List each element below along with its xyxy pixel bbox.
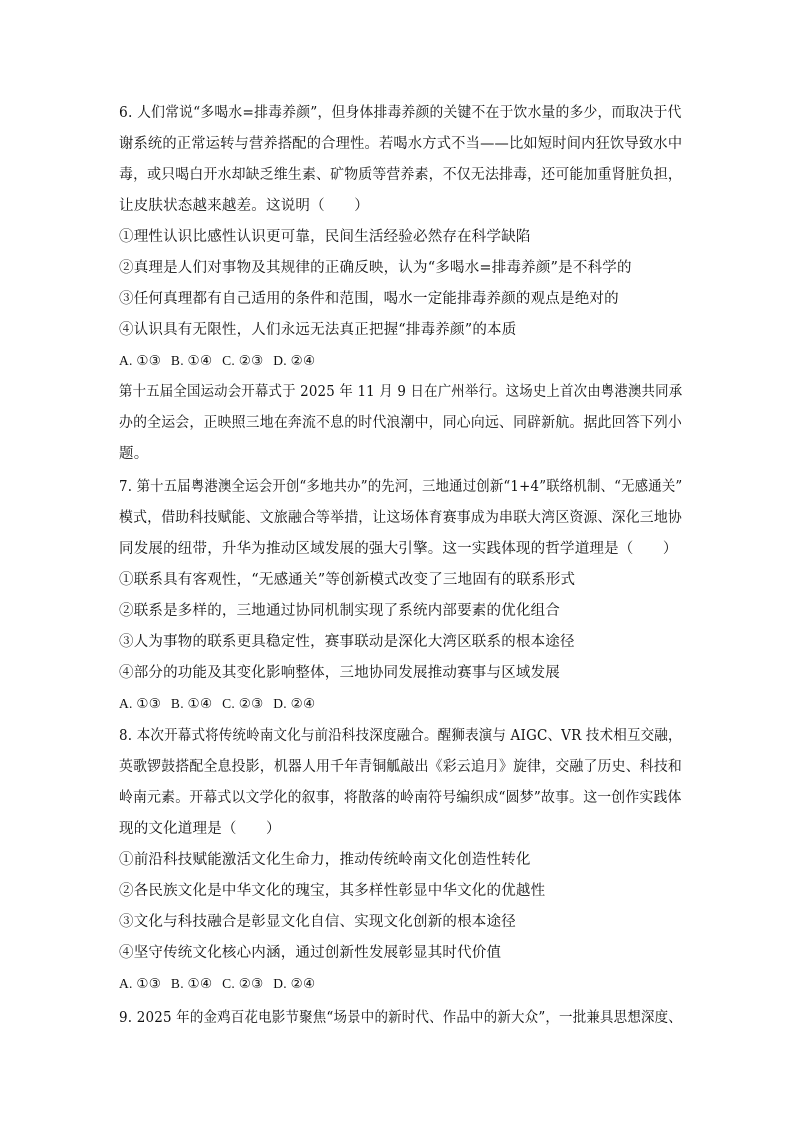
q7-option-4: ④部分的功能及其变化影响整体，三地协同发展推动赛事与区域发展 (119, 665, 560, 681)
q6-option-2: ②真理是人们对事物及其规律的正确反映，认为“多喝水=排毒养颜”是不科学的 (119, 260, 632, 276)
q8-stem-line-1: 8. 本次开幕式将传统岭南文化与前沿科技深度融合。醒狮表演与 AIGC、VR 技术相互交融， (119, 728, 682, 744)
q7-choice-a: A. ①③ (119, 696, 162, 711)
q8-option-3: ③文化与科技融合是彰显文化自信、实现文化创新的根本途径 (119, 914, 516, 930)
q8-option-1: ①前沿科技赋能激活文化生命力，推动传统岭南文化创造性转化 (119, 852, 531, 868)
q9-stem-line-1: 9. 2025 年的金鸡百花电影节聚焦“场景中的新时代、作品中的新大众”，一批兼具思想深度、 (119, 1010, 682, 1026)
q8-stem-line-2: 英歌锣鼓搭配全息投影，机器人用千年青铜觚敲出《彩云追月》旋律，交融了历史、科技和 (119, 759, 683, 775)
q8-stem-line-4: 现的文化道理是（ ） (119, 821, 281, 837)
q8-choice-a: A. ①③ (119, 976, 162, 991)
q7-choice-d: D. ②④ (273, 696, 316, 711)
q6-stem-line-4: 让皮肤状态越来越差。这说明（ ） (119, 198, 369, 214)
q6-option-3: ③任何真理都有自己适用的条件和范围，喝水一定能排毒养颜的观点是绝对的 (119, 291, 619, 307)
q8-answer-choices (119, 974, 321, 994)
q6-answer-choices (119, 351, 321, 371)
q6-option-4: ④认识具有无限性，人们永远无法真正把握“排毒养颜”的本质 (119, 322, 517, 338)
intro-line-3: 题。 (119, 446, 149, 462)
q8-choice-d: D. ②④ (273, 976, 316, 991)
q6-choice-c: C. ②③ (222, 353, 264, 368)
q7-stem-line-2: 模式，借助科技赋能、文旅融合等举措，让这场体育赛事成为串联大湾区资源、深化三地协 (119, 510, 683, 526)
q6-choice-d: D. ②④ (273, 353, 316, 368)
q6-stem-line-1: 6. 人们常说“多喝水=排毒养颜”，但身体排毒养颜的关键不在于饮水量的多少，而取决于代 (119, 105, 682, 121)
intro-line-1: 第十五届全国运动会开幕式于 2025 年 11 月 9 日在广州举行。这场史上首次由粤港澳共同承 (119, 384, 683, 400)
q7-option-1: ①联系具有客观性，“无感通关”等创新模式改变了三地固有的联系形式 (119, 572, 576, 588)
q8-option-4: ④坚守传统文化核心内涵，通过创新性发展彰显其时代价值 (119, 945, 502, 961)
q6-choice-a: A. ①③ (119, 353, 162, 368)
q6-option-1: ①理性认识比感性认识更可靠，民间生活经验必然存在科学缺陷 (119, 229, 531, 245)
q7-stem-line-3: 同发展的纽带，升华为推动区域发展的强大引擎。这一实践体现的哲学道理是（ ） (119, 541, 678, 557)
q8-choice-c: C. ②③ (222, 976, 264, 991)
q7-option-3: ③人为事物的联系更具稳定性，赛事联动是深化大湾区联系的根本途径 (119, 634, 575, 650)
q6-stem-line-2: 谢系统的正常运转与营养搭配的合理性。若喝水方式不当——比如短时间内狂饮导致水中 (119, 136, 683, 152)
q7-stem-line-1: 7. 第十五届粤港澳全运会开创“多地共办”的先河，三地通过创新“1+4”联络机制、“无感通关” (119, 479, 683, 495)
q8-option-2: ②各民族文化是中华文化的瑰宝，其多样性彰显中华文化的优越性 (119, 883, 546, 899)
intro-line-2: 办的全运会，正映照三地在奔流不息的时代浪潮中，同心向远、同辟新航。据此回答下列小 (119, 415, 683, 431)
q7-option-2: ②联系是多样的，三地通过协同机制实现了系统内部要素的优化组合 (119, 603, 560, 619)
q6-choice-b: B. ①④ (170, 353, 213, 368)
q7-answer-choices (119, 694, 321, 714)
q7-choice-c: C. ②③ (222, 696, 264, 711)
q7-choice-b: B. ①④ (170, 696, 213, 711)
q8-stem-line-3: 岭南元素。开幕式以文学化的叙事，将散落的岭南符号编织成“圆梦”故事。这一创作实践体 (119, 790, 682, 806)
q8-choice-b: B. ①④ (170, 976, 213, 991)
q6-stem-line-3: 毒，或只喝白开水却缺乏维生素、矿物质等营养素，不仅无法排毒，还可能加重肾脏负担， (119, 167, 683, 183)
